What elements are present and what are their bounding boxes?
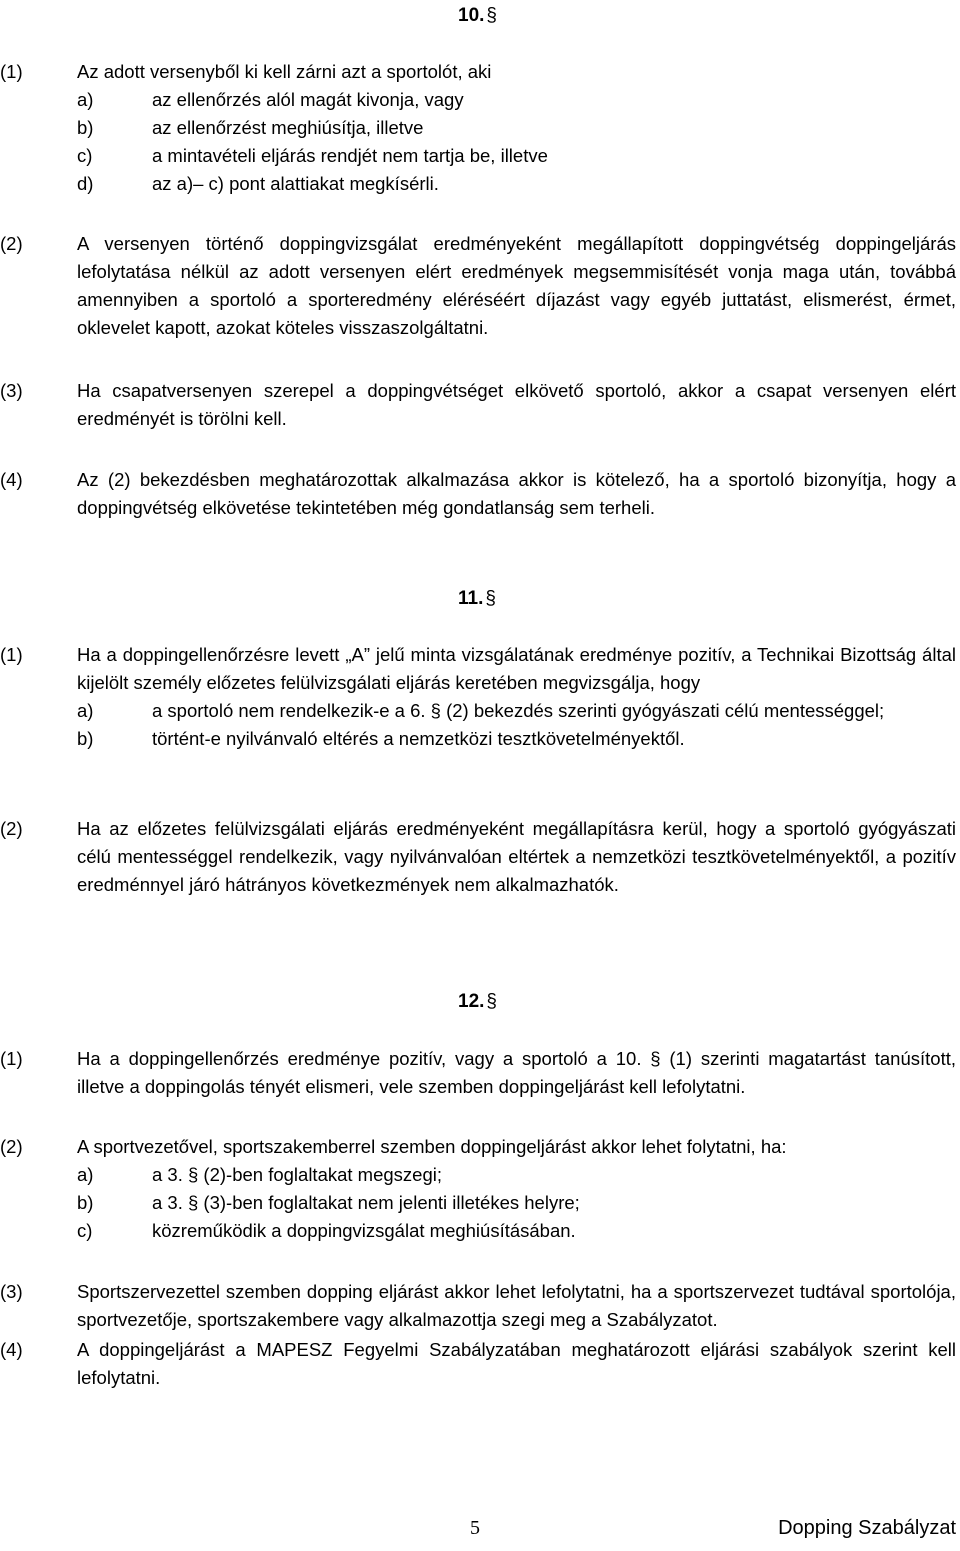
section-12-p1 bbox=[0, 1045, 956, 1101]
section-10-p2 bbox=[0, 230, 956, 342]
paragraph-text: A sportvezetővel, sportszakemberrel szemben doppingeljárást akkor lehet folytatni, ha: bbox=[77, 1136, 787, 1157]
paragraph-text: Ha a doppingellenőrzésre levett „A” jelű minta vizsgálatának eredménye pozitív, a Technikai Bizottság által kijelölt személy előzetes felülvizsgálati eljárás keretében megvizsgálja, hogy bbox=[77, 644, 956, 693]
item-text: a 3. § (3)-ben foglaltakat nem jelenti illetékes helyre; bbox=[152, 1192, 580, 1213]
section-10-p3 bbox=[0, 377, 956, 433]
paragraph-number: (3) bbox=[0, 380, 23, 401]
item-text: az ellenőrzést meghiúsítja, illetve bbox=[152, 117, 424, 138]
item-text: a 3. § (2)-ben foglaltakat megszegi; bbox=[152, 1164, 442, 1185]
paragraph-text: Sportszervezettel szemben dopping eljárást akkor lehet lefolytatni, ha a sportszervezet tudtával sportolója, sportvezetője, sportszakembere vagy alkalmazottja szegi meg a Szabályzatot. bbox=[77, 1281, 956, 1330]
item-text: a sportoló nem rendelkezik-e a 6. § (2) bekezdés szerinti gyógyászati célú mentességgel; bbox=[152, 700, 885, 721]
item-label: b) bbox=[77, 117, 94, 138]
item-label: a) bbox=[77, 89, 94, 110]
paragraph-number: (4) bbox=[0, 1339, 23, 1360]
item-text: közreműködik a doppingvizsgálat meghiúsításában. bbox=[152, 1220, 576, 1241]
item-label: b) bbox=[77, 728, 94, 749]
paragraph-text: Az (2) bekezdésben meghatározottak alkalmazása akkor is kötelező, ha a sportoló bizonyítja, hogy a doppingvétség elkövetése tekintetében még gondatlanság sem terheli. bbox=[77, 469, 956, 518]
section-10-p4 bbox=[0, 466, 956, 522]
section-12-p2 bbox=[0, 1133, 956, 1245]
section-10-p1 bbox=[0, 58, 956, 198]
item-label: c) bbox=[77, 1220, 93, 1241]
section-11-p1 bbox=[0, 641, 956, 753]
document-title: Dopping Szabályzat bbox=[778, 1517, 956, 1539]
paragraph-text: A versenyen történő doppingvizsgálat eredményeként megállapított doppingvétség doppingeljárás lefolytatása nélkül az adott versenyen elért eredmények megsemmisítését vonja maga után, továbbá amennyiben a sportoló a sporteredmény eléréséért díjazást vagy egyéb juttatást, elismerést, érmet, oklevelet kapott, azokat köteles visszaszolgáltatni. bbox=[77, 233, 956, 338]
paragraph-number: (1) bbox=[0, 61, 23, 82]
item-text: az ellenőrzés alól magát kivonja, vagy bbox=[152, 89, 464, 110]
paragraph-number: (3) bbox=[0, 1281, 23, 1302]
section-12-p3 bbox=[0, 1278, 956, 1334]
item-label: b) bbox=[77, 1192, 94, 1213]
paragraph-text: Ha a doppingellenőrzés eredménye pozitív, vagy a sportoló a 10. § (1) szerinti magatartást tanúsított, illetve a doppingolás tényét elismeri, vele szemben doppingeljárást kell lefolytatni. bbox=[77, 1048, 956, 1097]
item-text: a mintavételi eljárás rendjét nem tartja be, illetve bbox=[152, 145, 548, 166]
item-label: a) bbox=[77, 1164, 94, 1185]
paragraph-number: (2) bbox=[0, 818, 23, 839]
paragraph-number: (2) bbox=[0, 1136, 23, 1157]
section-11-p2 bbox=[0, 815, 956, 899]
section-heading-11: 11. § bbox=[458, 585, 496, 613]
item-text: történt-e nyilvánvaló eltérés a nemzetközi tesztkövetelményektől. bbox=[152, 728, 685, 749]
item-label: c) bbox=[77, 145, 93, 166]
section-symbol: § bbox=[486, 5, 497, 26]
section-symbol: § bbox=[486, 991, 497, 1012]
paragraph-number: (1) bbox=[0, 644, 23, 665]
paragraph-number: (1) bbox=[0, 1048, 23, 1069]
section-heading-10: 10. § bbox=[458, 2, 497, 30]
section-12-p4 bbox=[0, 1336, 956, 1392]
page-number: 5 bbox=[470, 1517, 480, 1539]
paragraph-number: (2) bbox=[0, 233, 23, 254]
section-heading-12: 12. § bbox=[458, 988, 497, 1016]
item-label: a) bbox=[77, 700, 94, 721]
paragraph-number: (4) bbox=[0, 469, 23, 490]
paragraph-text: Ha az előzetes felülvizsgálati eljárás eredményeként megállapításra kerül, hogy a sportoló gyógyászati célú mentességgel rendelkezik, vagy nyilvánvalóan eltértek a nemzetközi tesztkövetelményektől, a pozitív eredménnyel járó hátrányos következmények nem alkalmazhatók. bbox=[77, 818, 956, 895]
item-text: az a)– c) pont alattiakat megkísérli. bbox=[152, 173, 439, 194]
item-label: d) bbox=[77, 173, 94, 194]
paragraph-text: A doppingeljárást a MAPESZ Fegyelmi Szabályzatában meghatározott eljárási szabályok szerint kell lefolytatni. bbox=[77, 1339, 956, 1388]
section-symbol: § bbox=[485, 588, 496, 609]
paragraph-text: Az adott versenyből ki kell zárni azt a sportolót, aki bbox=[77, 61, 492, 82]
paragraph-text: Ha csapatversenyen szerepel a doppingvétséget elkövető sportoló, akkor a csapat versenyen elért eredményét is törölni kell. bbox=[77, 380, 956, 429]
